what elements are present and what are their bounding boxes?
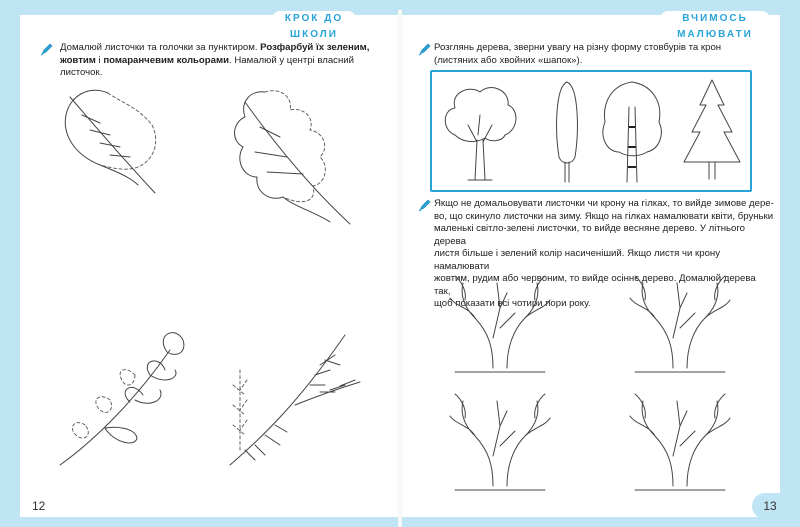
left-instruction [60,42,380,80]
header-right-title: ВЧИМОСЬ МАЛЮВАТИ [660,11,770,27]
left-band [0,0,20,527]
pencil-icon [40,42,54,56]
pine-branch-drawing [225,330,365,470]
instruction-end: . Намалюй у центрі власний листочок. [60,54,354,78]
instruction-bold: Розфарбуй їх [260,42,327,53]
poplar-tree-drawing [547,77,587,187]
oak-leaf-drawing [225,82,355,227]
instruction-green: зеленим [326,42,367,53]
instruction-mid: і [95,54,104,66]
instruction-line: во, що скинуло листочки на зиму. Якщо на гілках намалювати квіти, бруньки [434,210,774,222]
page-fold [398,10,402,527]
instruction-text: Домалюй листочки та голочки за пунктиром. [60,42,261,53]
spruce-tree-drawing [680,77,745,187]
header-left-title: КРОК ДО ШКОЛИ [272,11,356,27]
bare-tree-drawing [625,268,735,376]
bare-tree-drawing [625,386,735,494]
right-band [780,0,800,527]
tree-examples-frame [430,70,752,192]
page-number-left: 12 [32,499,46,513]
instruction-sep: , [366,42,370,53]
instruction-line: листя більше і зелений колір насиченіший. Якщо листя чи крону намалювати [434,248,721,272]
page-number-right: 13 [752,493,788,519]
instruction-line: Якщо не домальовувати листочки чи крону на гілках, то вийде зимове дере- [434,198,774,209]
instruction-line: щоб показати всі чотири пори року. [434,298,591,309]
right-instruction-1: Розглянь дерева, зверни увагу на різну форму стовбурів та крон (листяних або хвойних «шапок»). [434,42,722,66]
linden-leaf-drawing [60,85,160,200]
deciduous-tree-drawing [440,80,520,185]
bare-tree-drawing [445,386,555,494]
instruction-line: маленькі світло-зелені листочки, то вийде весняне дерево. У літнього дерева [434,223,745,247]
bare-tree-drawing [445,268,555,376]
instruction-line: жовтим, рудим або червоним, то вийде осіннє дерево. Домалюй дерева так, [434,273,756,297]
birch-tree-drawing [597,77,667,187]
pencil-icon [418,42,432,56]
rowan-branch-drawing [55,330,195,470]
instruction-orange: помаранчевим кольорами [103,54,229,66]
instruction-yellow: жовтим [60,54,96,66]
pencil-icon [418,198,432,212]
